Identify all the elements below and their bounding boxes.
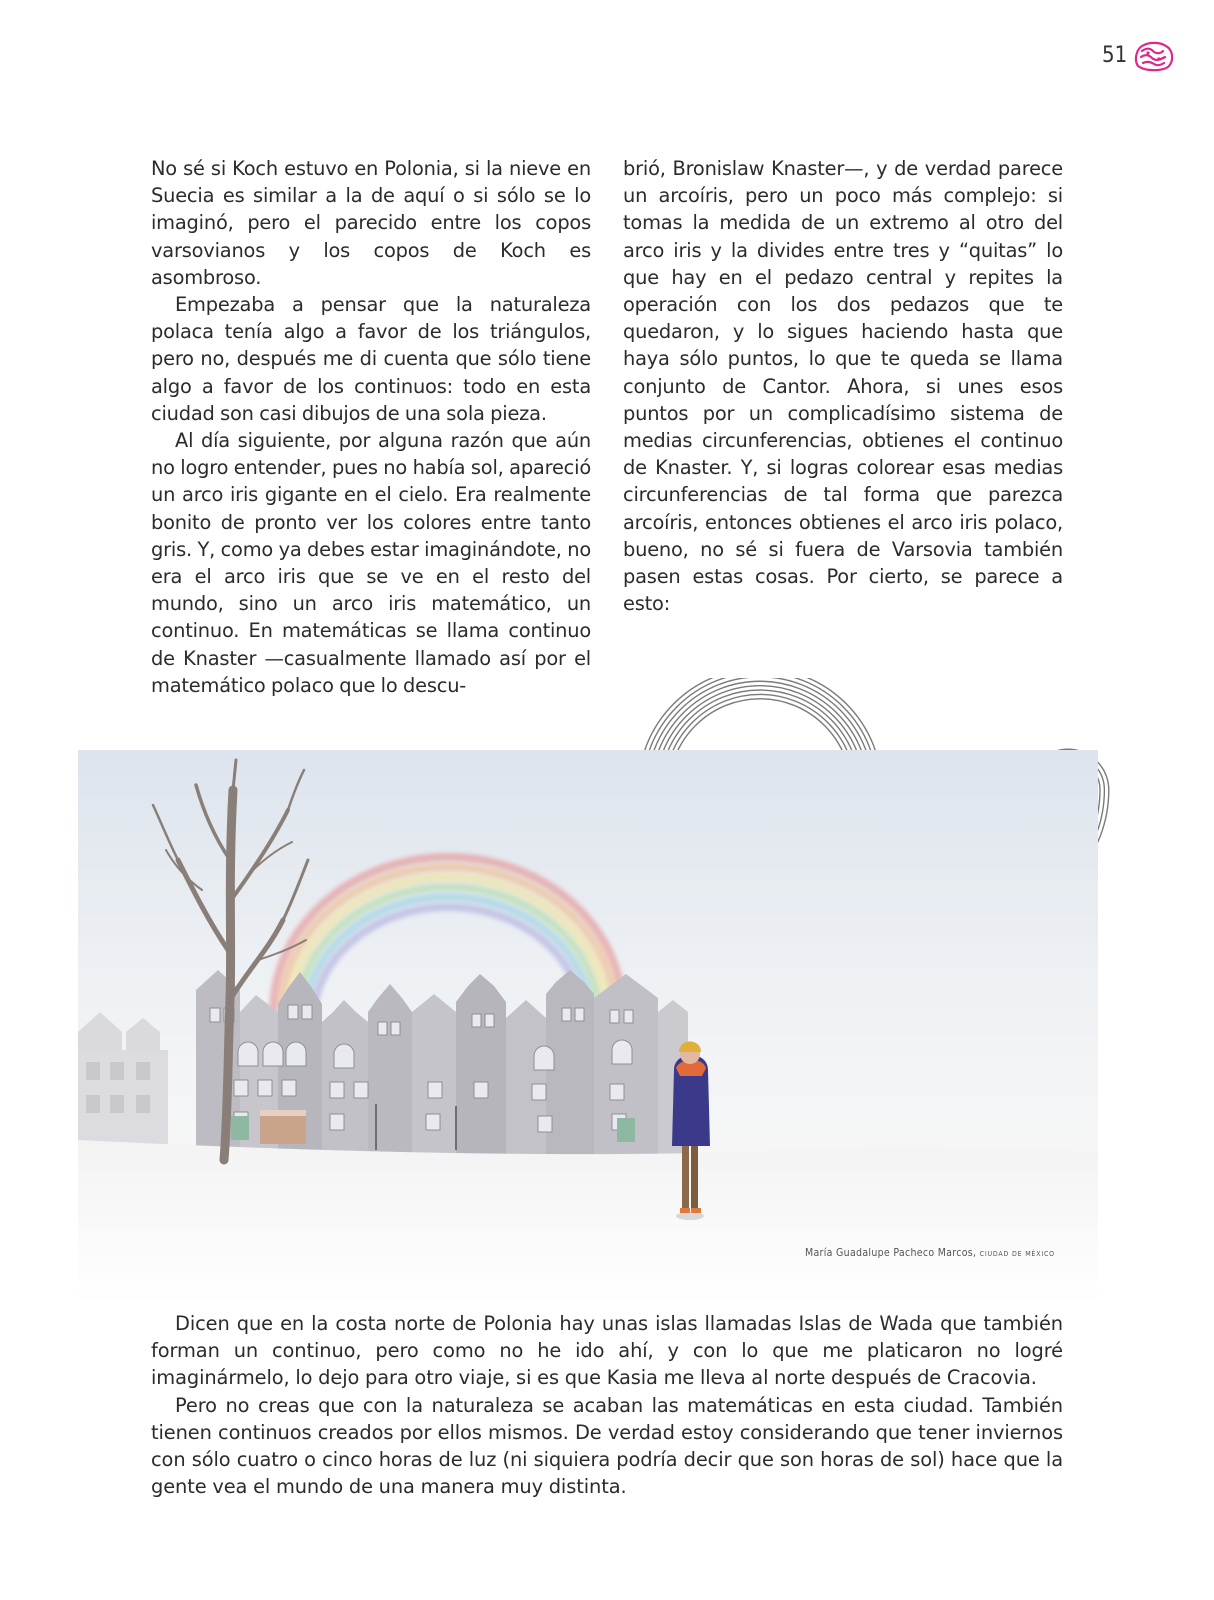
snow-ground bbox=[78, 1140, 1098, 1305]
paragraph: No sé si Koch estuvo en Polonia, si la nieve en Suecia es similar a la de aquí o si sólo se lo imaginó, pero el parecido entre los copos varsovianos y los copos de Koch es asombroso. bbox=[151, 157, 591, 289]
green-door bbox=[617, 1118, 635, 1142]
left-column bbox=[151, 155, 591, 699]
credit-place: CIUDAD DE MÉXICO bbox=[979, 1250, 1055, 1258]
paragraph: brió, Bronislaw Knaster—, y de verdad parece un arcoíris, pero un poco más complejo: si tomas la medida de un extremo al otro del arco iris y la divides entre tres y “quitas” lo que hay en el pedazo central y repites la operación con los dos pedazos que te quedaron, y lo sigues haciendo hasta que haya sólo puntos, lo que te queda se llama conjunto de Cantor. Ahora, si unes esos puntos por un complicadísimo sistema de medias circunferencias, obtienes el continuo de Knaster. Y, si logras colorear esas medias circunferencias de tal forma que parezca arcoíris, entonces obtienes el arco iris polaco, bueno, no sé si fuera de Varsovia también pasen estas cosas. Por cierto, se parece a esto: bbox=[623, 157, 1063, 616]
illustration-credit bbox=[805, 1247, 1055, 1259]
paragraph: Empezaba a pensar que la naturaleza polaca tenía algo a favor de los triángulos, pero no, después me di cuenta que sólo tiene algo a favor de los continuos: todo en esta ciudad son casi dibujos de una sola pieza. bbox=[151, 293, 591, 425]
paragraph: Pero no creas que con la naturaleza se acaban las matemáticas en esta ciudad. También tienen continuos creados por ellos mismos. De verdad estoy considerando que tener inviernos con sólo cuatro o cinco horas de luz (ni siquiera podría decir que son horas de sol) hace que la gente vea el mundo de una manera muy distinta. bbox=[151, 1393, 1063, 1499]
paragraph: Dicen que en la costa norte de Polonia hay unas islas llamadas Islas de Wada que también forman un continuo, pero como no he ido ahí, y con lo que me platicaron no logré imaginármelo, lo dejo para otro viaje, si es que Kasia me lleva al norte después de Cracovia. bbox=[151, 1312, 1063, 1390]
bottom-text bbox=[151, 1310, 1063, 1500]
shop-front bbox=[260, 1116, 306, 1144]
winter-rainbow-illustration bbox=[78, 750, 1098, 1305]
page-number: 51 bbox=[1102, 43, 1128, 68]
paragraph: Al día siguiente, por alguna razón que aún no logro entender, pues no había sol, apareció un arco iris gigante en el cielo. Era realmente bonito de pronto ver los colores entre tanto gris. Y, como ya debes estar imaginándote, no era el arco iris que se ve en el resto del mundo, sino un arco iris matemático, un continuo. En matemáticas se llama continuo de Knaster —casualmente llamado así por el matemático polaco que lo descu- bbox=[151, 429, 591, 697]
green-door bbox=[231, 1116, 249, 1140]
magazine-logo bbox=[1132, 38, 1176, 74]
credit-name: María Guadalupe Pacheco Marcos, bbox=[805, 1247, 977, 1259]
right-column bbox=[623, 155, 1063, 617]
